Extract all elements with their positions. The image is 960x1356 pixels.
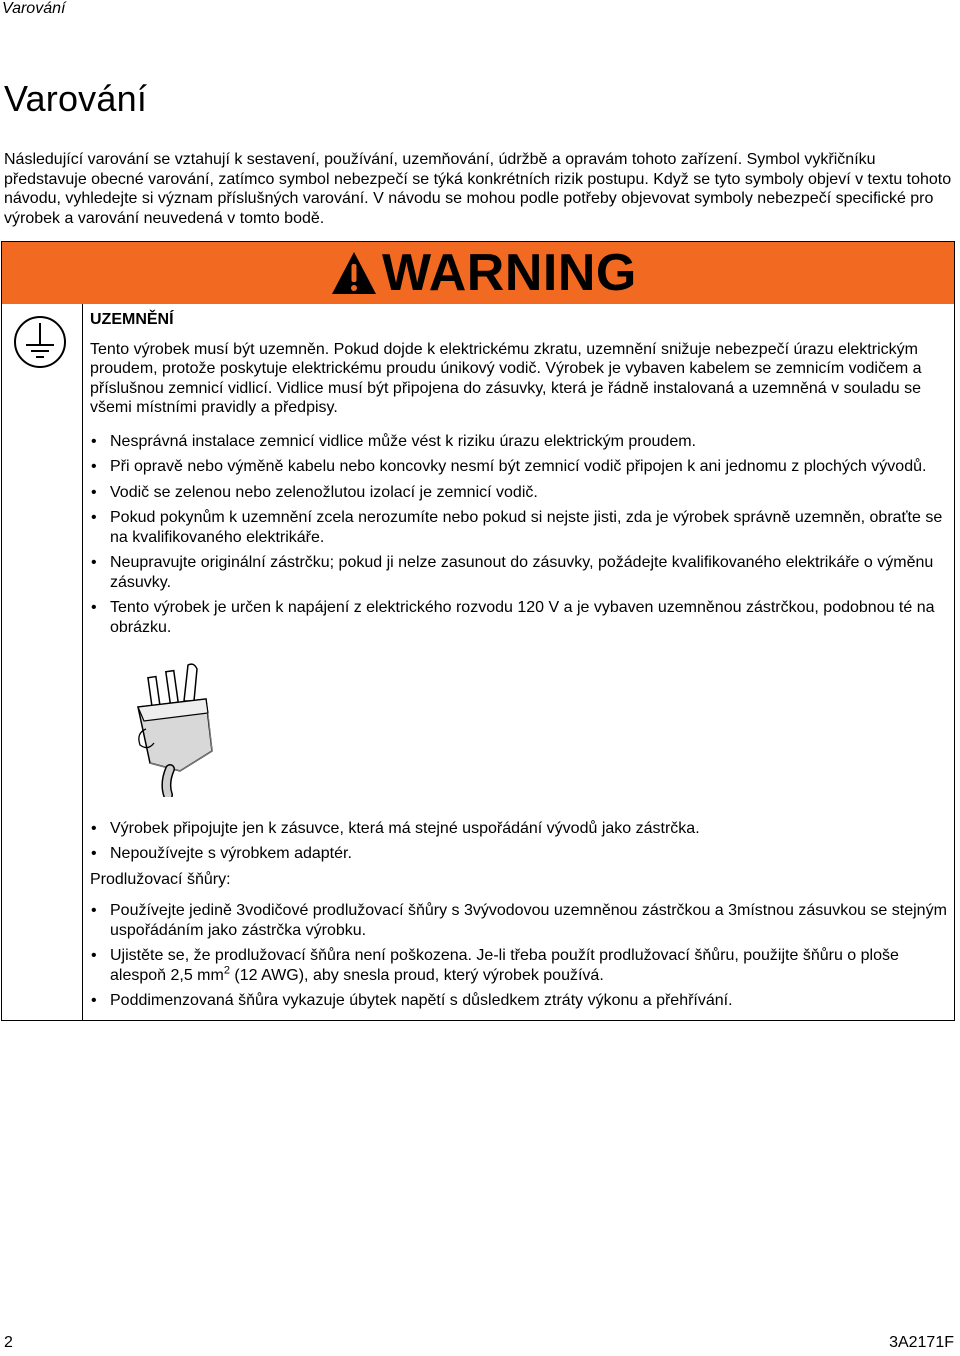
- warning-content: [90, 310, 950, 1017]
- list-item: • Neupravujte originální zástrčku; pokud ji nelze zasunout do zásuvky, požádejte kvalifikovaného elektrikáře o výměnu zásuvky.: [91, 554, 934, 591]
- warning-title: [330, 244, 637, 302]
- warning-word: WARNING: [382, 244, 637, 302]
- list-item: • Vodič se zelenou nebo zelenožlutou izolací je zemnicí vodič.: [91, 483, 538, 501]
- section-heading: UZEMNĚNÍ: [90, 311, 174, 328]
- grounded-plug-illustration: [120, 659, 230, 797]
- list-item: • Nesprávná instalace zemnicí vidlice může vést k riziku úrazu elektrickým proudem.: [91, 432, 696, 450]
- ground-symbol-icon: [12, 314, 68, 370]
- intro-paragraph: Následující varování se vztahují k sestavení, používání, uzemňování, údržbě a opravám tohoto zařízení. Symbol vykřičníku představuje obecné varování, zatímco symbol nebezpečí se týká konkrétních rizik postupu. Když se tyto symboly objeví v textu tohoto návodu, vyhledejte si význam příslušných varování. V návodu se mohou podle potřeby objevovat symboly nebezpečí specifické pro výrobek a varování neuvedená v tomto bodě.: [4, 151, 952, 227]
- grounding-paragraph: Tento výrobek musí být uzemněn. Pokud dojde k elektrickému zkratu, uzemnění snižuje nebezpečí úrazu elektrickým proudem, protože poskytuje elektrickému proudu únikový vodič. Výrobek je vybaven kabelem se zemnicím vodičem a příslušnou zemnicí vidlicí. Vidlice musí být připojena do zásuvky, která je řádně instalovaná a uzemněná v souladu se všemi místními pravidly a předpisy.: [90, 340, 922, 416]
- list-item: • Poddimenzovaná šňůra vykazuje úbytek napětí s důsledkem ztráty výkonu a přehřívání.: [91, 992, 733, 1009]
- bullet-list: [90, 819, 950, 864]
- extension-cords-label: Prodlužovací šňůry:: [90, 870, 231, 888]
- list-item: • Pokud pokynům k uzemnění zcela nerozumíte nebo pokud si nejste jisti, zda je výrobek správně uzemněn, obraťte se na kvalifikovaného elektrikáře.: [91, 509, 943, 546]
- list-item: • Výrobek připojujte jen k zásuvce, která má stejné uspořádání vývodů jako zástrčka.: [91, 819, 700, 837]
- warning-box: [1, 241, 955, 1021]
- bullet-list: [90, 432, 950, 638]
- warning-banner: [2, 242, 954, 304]
- document-code: 3A2171F: [889, 1334, 954, 1351]
- running-header: Varování: [2, 0, 66, 17]
- bullet-list: [90, 901, 950, 1011]
- page-number: 2: [4, 1334, 13, 1351]
- list-item: • Ujistěte se, že prodlužovací šňůra není poškozena. Je-li třeba použít prodlužovací šňůru, použijte šňůru o ploše alespoň 2,5 $mm^2$ (12 AWG), aby snesla proud, který výrobek používá.: [91, 947, 899, 984]
- list-item: • Používejte jedině 3vodičové prodlužovací šňůry s 3vývodovou uzemněnou zástrčkou a 3místnou zásuvkou se stejným uspořádáním jako zástrčka výrobku.: [91, 902, 947, 939]
- icon-column: [2, 304, 83, 1020]
- list-item: • Při opravě nebo výměně kabelu nebo koncovky nesmí být zemnicí vodič připojen k ani jednomu z plochých vývodů.: [91, 458, 927, 475]
- page-title: Varování: [4, 78, 148, 119]
- list-item: • Nepoužívejte s výrobkem adaptér.: [91, 845, 352, 862]
- exclamation-triangle-icon: [330, 250, 378, 296]
- list-item: • Tento výrobek je určen k napájení z elektrického rozvodu 120 V a je vybaven uzemněnou zástrčkou, podobnou té na obrázku.: [91, 599, 935, 636]
